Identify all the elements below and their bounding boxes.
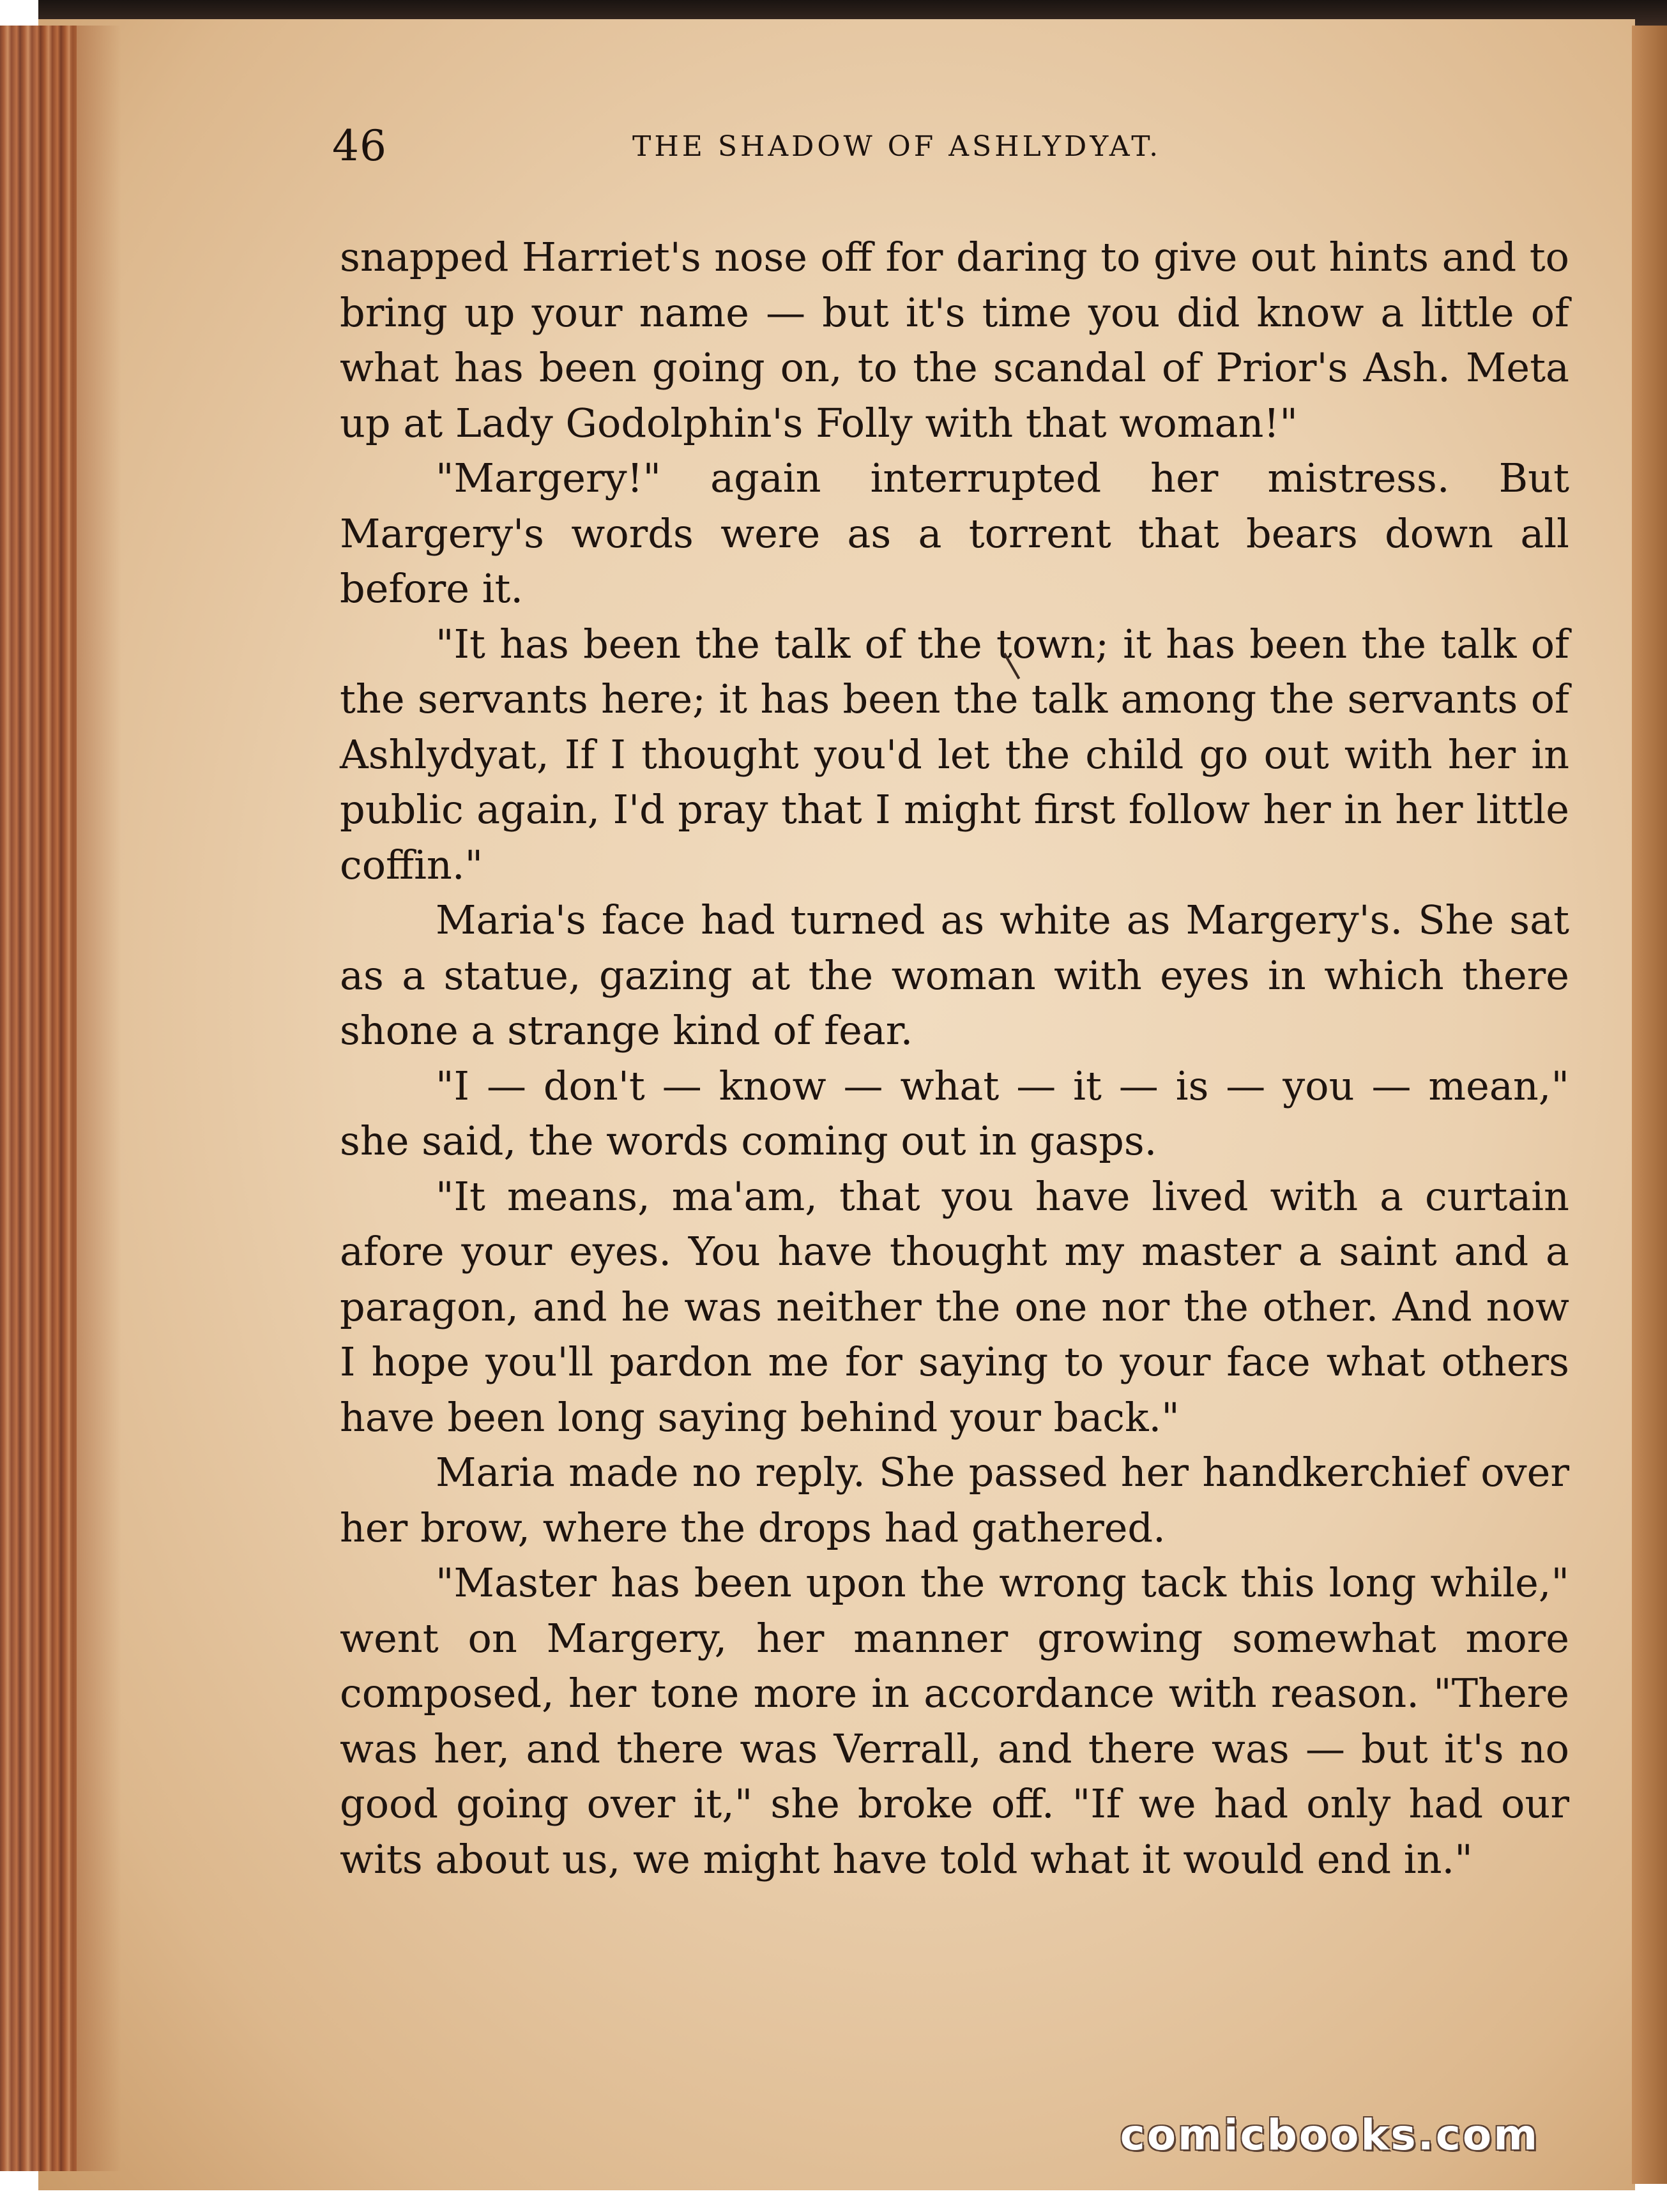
paragraph: snapped Harriet's nose off for daring to give out hints and to bring up your name — but it's time you did know a little of what has been going on, to the scandal of Prior's Ash. Meta up at Lady Godolphin's Folly with that woman!" [340,234,1569,446]
paragraph: Maria's face had turned as white as Margery's. She sat as a statue, gazing at the woman with eyes in which there shone a strange kind of fear. [340,897,1569,1054]
page-number: 46 [332,121,387,170]
binding-shadow [70,26,121,2171]
paragraph: "It has been the talk of the town; it has been the talk of the servants here; it has been the talk among the servants of Ashlydyat, If I thought you'd let the child go out with her in public again, I'd pray that I might first follow her in her little coffin." [340,620,1569,888]
page-right-edge [1632,26,1667,2184]
paragraph: "Margery!" again interrupted her mistress. But Margery's words were as a torrent that bears down all before it. [340,455,1569,612]
paragraph: Maria made no reply. She passed her handkerchief over her brow, where the drops had gathered. [340,1449,1569,1551]
paragraph: "I — don't — know — what — it — is — you — mean," she said, the words coming out in gasps. [340,1062,1569,1164]
running-head: THE SHADOW OF ASHLYDYAT. [632,130,1162,163]
paragraph: "It means, ma'am, that you have lived with a curtain afore your eyes. You have thought my master a saint and a paragon, and he was neither the one nor the other. And now I hope you'll pardon me for saying to your face what others have been long saying behind your back." [340,1172,1569,1441]
book-binding-edge [0,26,77,2171]
paragraph: "Master has been upon the wrong tack this long while," went on Margery, her manner growing somewhat more composed, her tone more in accordance with reason. "There was her, and there was Verrall, and there was — but it's no good going over it," she broke off. "If we had only had our wits about us, we might have told what it would end in." [340,1559,1569,1882]
body-text [340,230,1569,1887]
watermark: comicbooks.com [1120,2110,1539,2160]
